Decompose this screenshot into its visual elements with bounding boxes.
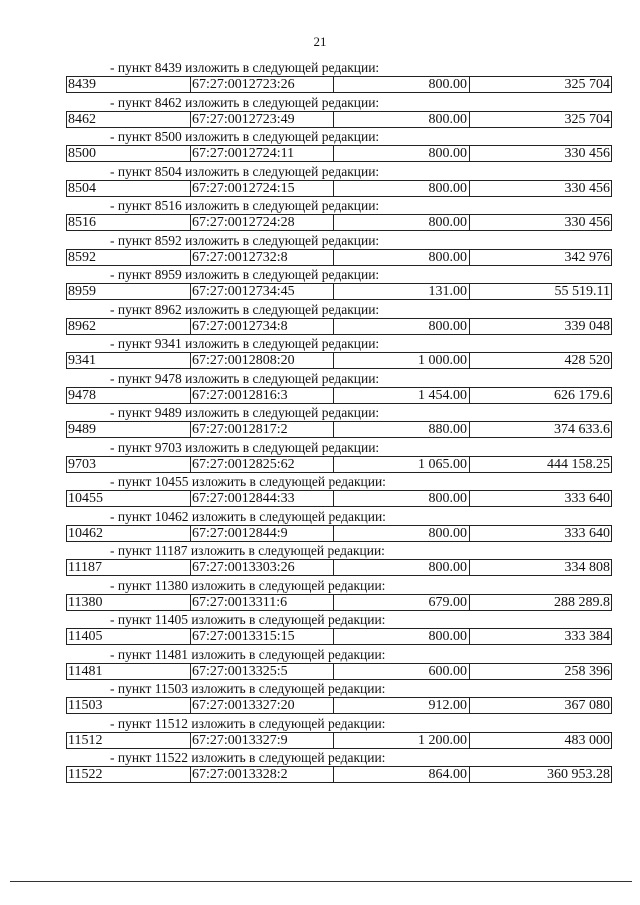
cadastral-value-cell: 428 520 [469, 353, 611, 368]
cadastral-value-cell: 339 048 [469, 319, 611, 334]
item-number-cell: 11522 [68, 767, 103, 782]
table-row [66, 559, 612, 576]
cadastral-number-cell: 67:27:0012817:2 [190, 422, 335, 437]
cadastral-number-cell: 67:27:0013303:26 [190, 560, 335, 575]
table-row [66, 318, 612, 335]
cadastral-number-cell: 67:27:0012734:8 [190, 319, 335, 334]
cadastral-number-cell: 67:27:0012844:9 [190, 526, 335, 541]
amendment-entry [0, 60, 640, 95]
table-row [66, 283, 612, 300]
item-number-cell: 11512 [68, 732, 103, 748]
area-cell: 800.00 [333, 77, 469, 92]
cadastral-value-cell: 330 456 [469, 215, 611, 230]
amendment-entry [0, 440, 640, 475]
amendment-entry [0, 681, 640, 716]
cadastral-value-cell: 342 976 [469, 250, 611, 265]
cadastral-number-cell: 67:27:0012732:8 [190, 250, 335, 265]
cadastral-number-cell: 67:27:0012723:49 [190, 112, 335, 127]
amendment-list [0, 60, 640, 785]
table-row [66, 766, 612, 783]
area-cell: 800.00 [333, 319, 469, 334]
amendment-entry [0, 578, 640, 613]
amendment-caption: - пункт 9341 изложить в следующей редакции: [110, 336, 380, 351]
cadastral-number-cell: 67:27:0012734:45 [190, 284, 335, 299]
item-number-cell: 11405 [68, 629, 103, 644]
amendment-caption: - пункт 11405 изложить в следующей редакции: [110, 612, 386, 627]
amendment-caption: - пункт 8504 изложить в следующей редакции: [110, 163, 380, 179]
item-number-cell: 9478 [68, 387, 96, 403]
item-number-cell: 8962 [68, 318, 96, 334]
amendment-caption: - пункт 8962 изложить в следующей редакции: [110, 301, 380, 317]
cadastral-value-cell: 258 396 [469, 664, 611, 679]
amendment-entry [0, 302, 640, 337]
cadastral-value-cell: 483 000 [469, 733, 611, 748]
table-row [66, 249, 612, 266]
area-cell: 600.00 [333, 664, 469, 679]
amendment-caption: - пункт 8500 изложить в следующей редакции: [110, 129, 380, 144]
item-number-cell: 8592 [68, 249, 96, 265]
amendment-caption: - пункт 11481 изложить в следующей редакции: [110, 646, 386, 662]
table-row [66, 180, 612, 197]
cadastral-value-cell: 288 289.8 [469, 595, 611, 610]
cadastral-value-cell: 333 384 [469, 629, 611, 644]
cadastral-number-cell: 67:27:0013315:15 [190, 629, 335, 644]
amendment-entry [0, 543, 640, 578]
area-cell: 800.00 [333, 112, 469, 127]
amendment-caption: - пункт 9703 изложить в следующей редакции: [110, 439, 380, 455]
table-row [66, 456, 612, 473]
amendment-entry [0, 371, 640, 406]
area-cell: 1 454.00 [333, 388, 469, 403]
area-cell: 679.00 [333, 595, 469, 610]
table-row [66, 525, 612, 542]
item-number-cell: 8504 [68, 180, 96, 196]
amendment-caption: - пункт 11187 изложить в следующей редакции: [110, 543, 385, 558]
cadastral-number-cell: 67:27:0012808:20 [190, 353, 335, 368]
amendment-caption: - пункт 11380 изложить в следующей редакции: [110, 577, 386, 593]
table-row [66, 594, 612, 611]
amendment-caption: - пункт 11503 изложить в следующей редакции: [110, 681, 386, 696]
amendment-entry [0, 267, 640, 302]
area-cell: 131.00 [333, 284, 469, 299]
amendment-entry [0, 233, 640, 268]
amendment-caption: - пункт 8462 изложить в следующей редакции: [110, 94, 380, 110]
item-number-cell: 11380 [68, 594, 103, 610]
area-cell: 1 065.00 [333, 457, 469, 472]
amendment-entry [0, 336, 640, 371]
table-row [66, 628, 612, 645]
area-cell: 864.00 [333, 767, 469, 782]
cadastral-value-cell: 334 808 [469, 560, 611, 575]
amendment-entry [0, 129, 640, 164]
table-row [66, 352, 612, 369]
amendment-entry [0, 716, 640, 751]
amendment-entry [0, 612, 640, 647]
item-number-cell: 10455 [68, 491, 103, 506]
amendment-entry [0, 474, 640, 509]
item-number-cell: 8462 [68, 111, 96, 127]
amendment-caption: - пункт 11512 изложить в следующей редакции: [110, 715, 386, 731]
table-row [66, 697, 612, 714]
page-number: 21 [313, 34, 327, 49]
amendment-entry [0, 164, 640, 199]
area-cell: 800.00 [333, 215, 469, 230]
cadastral-number-cell: 67:27:0013311:6 [190, 595, 335, 610]
item-number-cell: 9703 [68, 456, 96, 472]
area-cell: 800.00 [333, 146, 469, 161]
cadastral-number-cell: 67:27:0012844:33 [190, 491, 335, 506]
amendment-caption: - пункт 8959 изложить в следующей редакции: [110, 267, 380, 282]
amendment-caption: - пункт 10462 изложить в следующей редакции: [110, 508, 386, 524]
table-row [66, 421, 612, 438]
table-row [66, 732, 612, 749]
item-number-cell: 11503 [68, 698, 103, 713]
cadastral-value-cell: 330 456 [469, 181, 611, 196]
cadastral-value-cell: 330 456 [469, 146, 611, 161]
area-cell: 1 000.00 [333, 353, 469, 368]
item-number-cell: 9489 [68, 422, 96, 437]
area-cell: 800.00 [333, 491, 469, 506]
area-cell: 880.00 [333, 422, 469, 437]
area-cell: 800.00 [333, 560, 469, 575]
amendment-caption: - пункт 8592 изложить в следующей редакции: [110, 232, 380, 248]
table-row [66, 387, 612, 404]
table-row [66, 490, 612, 507]
item-number-cell: 8500 [68, 146, 96, 161]
area-cell: 800.00 [333, 181, 469, 196]
cadastral-value-cell: 55 519.11 [469, 284, 611, 299]
area-cell: 800.00 [333, 526, 469, 541]
cadastral-number-cell: 67:27:0013327:9 [190, 733, 335, 748]
table-row [66, 663, 612, 680]
amendment-entry [0, 405, 640, 440]
table-row [66, 145, 612, 162]
cadastral-number-cell: 67:27:0013325:5 [190, 664, 335, 679]
amendment-caption: - пункт 11522 изложить в следующей редакции: [110, 750, 386, 765]
item-number-cell: 9341 [68, 353, 96, 368]
cadastral-value-cell: 333 640 [469, 491, 611, 506]
table-row [66, 214, 612, 231]
amendment-entry [0, 750, 640, 785]
area-cell: 800.00 [333, 629, 469, 644]
cadastral-number-cell: 67:27:0012825:62 [190, 457, 335, 472]
amendment-caption: - пункт 9489 изложить в следующей редакции: [110, 405, 380, 420]
table-row [66, 111, 612, 128]
cadastral-value-cell: 333 640 [469, 526, 611, 541]
cadastral-value-cell: 325 704 [469, 77, 611, 92]
area-cell: 800.00 [333, 250, 469, 265]
cadastral-number-cell: 67:27:0012724:11 [190, 146, 335, 161]
area-cell: 1 200.00 [333, 733, 469, 748]
area-cell: 912.00 [333, 698, 469, 713]
cadastral-number-cell: 67:27:0012816:3 [190, 388, 335, 403]
cadastral-value-cell: 374 633.6 [469, 422, 611, 437]
item-number-cell: 10462 [68, 525, 103, 541]
item-number-cell: 11187 [68, 560, 102, 575]
cadastral-value-cell: 626 179.6 [469, 388, 611, 403]
item-number-cell: 11481 [68, 663, 103, 679]
cadastral-value-cell: 444 158.25 [469, 457, 611, 472]
item-number-cell: 8516 [68, 215, 96, 230]
amendment-entry [0, 198, 640, 233]
cadastral-value-cell: 360 953.28 [469, 767, 611, 782]
cadastral-number-cell: 67:27:0013328:2 [190, 767, 335, 782]
amendment-caption: - пункт 10455 изложить в следующей редакции: [110, 474, 386, 489]
cadastral-number-cell: 67:27:0012724:15 [190, 181, 335, 196]
cadastral-number-cell: 67:27:0012724:28 [190, 215, 335, 230]
cadastral-number-cell: 67:27:0012723:26 [190, 77, 335, 92]
amendment-entry [0, 647, 640, 682]
table-row [66, 76, 612, 93]
cadastral-value-cell: 367 080 [469, 698, 611, 713]
cadastral-value-cell: 325 704 [469, 112, 611, 127]
amendment-caption: - пункт 8439 изложить в следующей редакции: [110, 60, 380, 75]
amendment-entry [0, 509, 640, 544]
item-number-cell: 8959 [68, 284, 96, 299]
item-number-cell: 8439 [68, 77, 96, 92]
amendment-entry [0, 95, 640, 130]
footer-divider [10, 881, 632, 882]
amendment-caption: - пункт 9478 изложить в следующей редакции: [110, 370, 380, 386]
cadastral-number-cell: 67:27:0013327:20 [190, 698, 335, 713]
amendment-caption: - пункт 8516 изложить в следующей редакции: [110, 198, 380, 213]
